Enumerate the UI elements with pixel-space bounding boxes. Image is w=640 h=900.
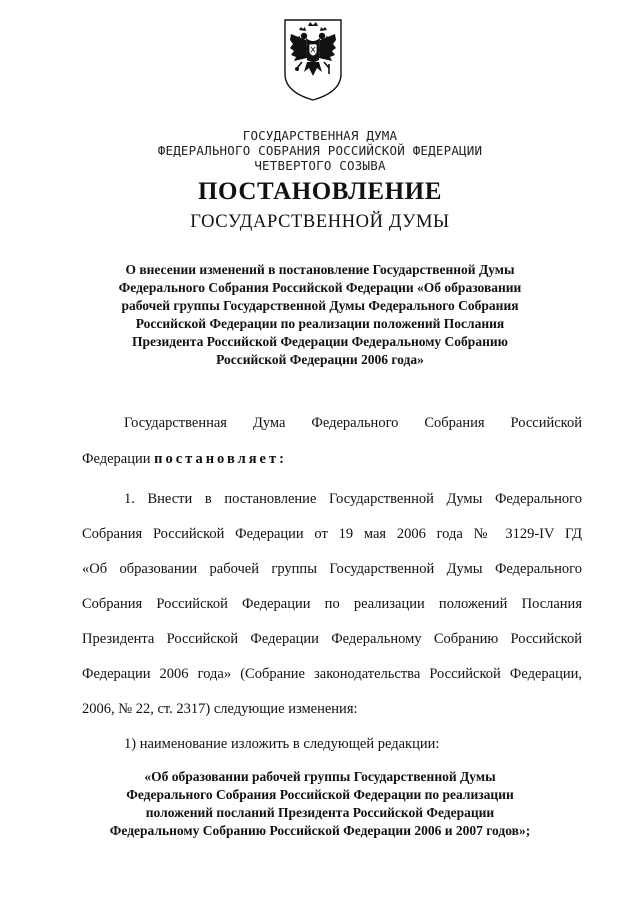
header-line-3: ЧЕТВЕРТОГО СОЗЫВА [254, 158, 386, 173]
item1-line: «Об образовании рабочей группы Государственной Думы Федерального [82, 561, 582, 577]
item1-line: Собрания Российской Федерации по реализации положений Послания [82, 596, 582, 612]
new-title-line: Федерального Собрания Российской Федерации по реализации [126, 787, 514, 802]
coat-of-arms-icon [282, 16, 344, 102]
subitem-1: 1) наименование изложить в следующей редакции: [124, 736, 440, 752]
new-title-line: положений посланий Президента Российской Федерации [145, 805, 495, 820]
document-subtitle: ГОСУДАРСТВЕННОЙ ДУМЫ [190, 212, 450, 232]
item1-line: 1. Внести в постановление Государственной Думы Федерального [124, 491, 582, 507]
caption-line: О внесении изменений в постановление Государственной Думы [125, 262, 515, 277]
new-title-quote [82, 768, 558, 840]
new-title-line: «Об образовании рабочей группы Государственной Думы [144, 769, 496, 784]
document-title: ПОСТАНОВЛЕНИЕ [197, 178, 443, 205]
item1-line: Президента Российской Федерации Федеральному Собранию Российской [82, 631, 582, 647]
intro-line-2 [82, 450, 287, 468]
header-line-2: ФЕДЕРАЛЬНОГО СОБРАНИЯ РОССИЙСКОЙ ФЕДЕРАЦИИ [157, 143, 483, 158]
item1-line: 2006, № 22, ст. 2317) следующие изменения: [82, 701, 358, 717]
caption-line: Российской Федерации по реализации положений Послания [135, 316, 505, 331]
decree-keyword: постановляет: [154, 451, 287, 467]
new-title-line: Федеральному Собранию Российской Федерации 2006 и 2007 годов»; [109, 823, 531, 838]
item1-line: Собрания Российской Федерации от 19 мая 2006 года № 3129-IV ГД [82, 526, 582, 542]
intro-line-1: Государственная Дума Федерального Собрания Российской [124, 415, 582, 431]
header-line-1: ГОСУДАРСТВЕННАЯ ДУМА [242, 128, 398, 143]
caption-line: Российской Федерации 2006 года» [216, 352, 424, 367]
item1-line: Федерации 2006 года» (Собрание законодательства Российской Федерации, [82, 666, 582, 682]
caption-line: Федерального Собрания Российской Федерации «Об образовании [118, 280, 522, 295]
intro-prefix: Федерации [82, 451, 151, 467]
caption-line: Президента Российской Федерации Федеральному Собранию [132, 334, 508, 349]
resolution-caption [90, 261, 550, 369]
caption-line: рабочей группы Государственной Думы Федерального Собрания [121, 298, 519, 313]
